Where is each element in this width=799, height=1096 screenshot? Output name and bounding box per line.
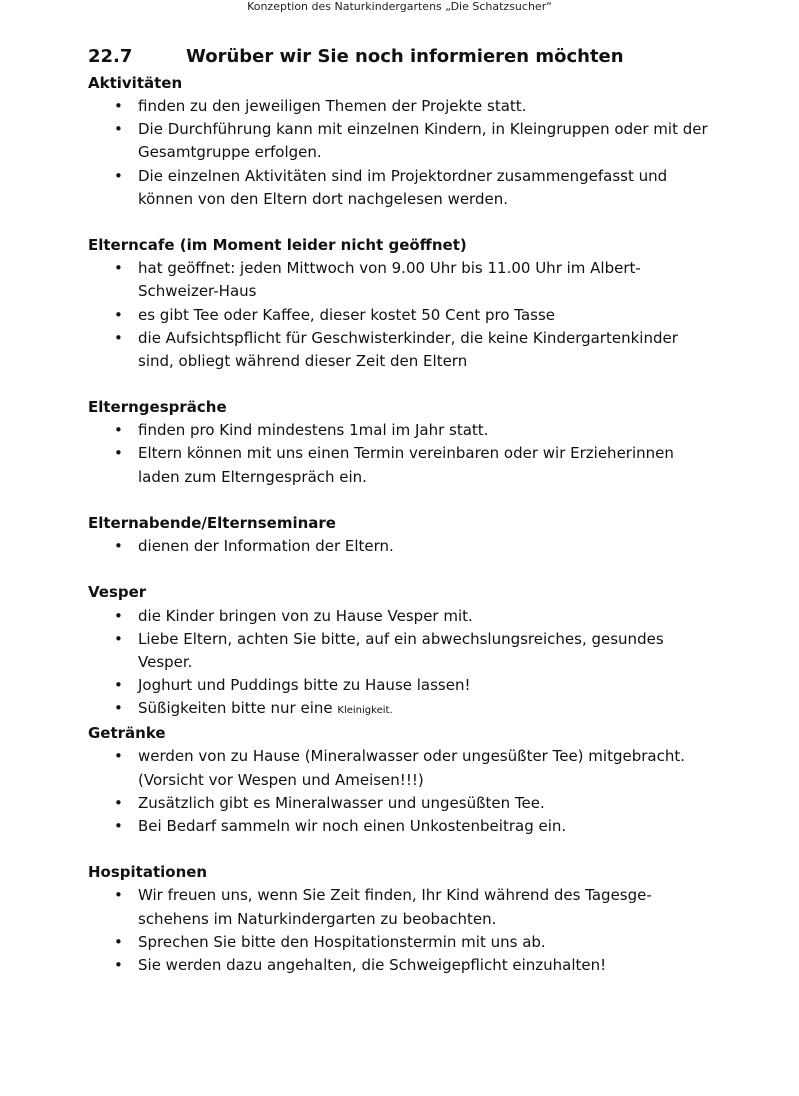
- item-line: [138, 535, 738, 558]
- item-line: [138, 188, 738, 211]
- bullet-icon: •: [114, 421, 123, 440]
- item-line: [138, 442, 738, 465]
- section-spacer: [88, 489, 738, 512]
- item-text: Süßigkeiten bitte nur eine: [138, 699, 338, 718]
- item-line: [138, 280, 738, 303]
- bullet-icon: •: [114, 629, 123, 648]
- item-text: werden von zu Hause (Mineralwasser oder ungesüßter Tee) mitgebracht.: [138, 747, 685, 766]
- item-text: sind, obliegt während dieser Zeit den Eltern: [138, 351, 468, 370]
- section-5: [88, 722, 738, 861]
- item-text: Bei Bedarf sammeln wir noch einen Unkostenbeitrag ein.: [138, 816, 567, 835]
- item-text: Sprechen Sie bitte den Hospitationstermin mit uns ab.: [138, 932, 546, 951]
- bullet-icon: •: [114, 747, 123, 766]
- section-heading: Hospitationen: [88, 863, 208, 882]
- bullet-icon: •: [114, 793, 123, 812]
- section-spacer: [88, 373, 738, 396]
- bullet-icon: •: [114, 259, 123, 278]
- item-line: [138, 884, 738, 907]
- section-spacer: [88, 211, 738, 234]
- list-item: [88, 118, 738, 164]
- list-item: [88, 745, 738, 791]
- list-item: [88, 792, 738, 815]
- bullet-icon: •: [114, 955, 123, 974]
- item-line: [138, 792, 738, 815]
- item-line: [138, 745, 738, 768]
- item-line: [138, 769, 738, 792]
- item-line: [138, 304, 738, 327]
- section-spacer: [88, 838, 738, 861]
- bullet-icon: •: [114, 606, 123, 625]
- item-line: [138, 257, 738, 280]
- section-heading: Vesper: [88, 583, 147, 602]
- section-title: [88, 46, 624, 67]
- list-item: [88, 605, 738, 628]
- item-text: Vesper.: [138, 652, 193, 671]
- item-text: (Vorsicht vor Wespen und Ameisen!!!): [138, 770, 424, 789]
- list-item: [88, 628, 738, 674]
- list-item: [88, 535, 738, 558]
- section-1: [88, 234, 738, 396]
- page-header: Konzeption des Naturkindergartens „Die Schatzsucher“: [247, 0, 552, 13]
- list-item: [88, 815, 738, 838]
- item-line: [138, 674, 738, 697]
- list-item: [88, 95, 738, 118]
- list-item: [88, 419, 738, 442]
- item-line: [138, 697, 738, 722]
- section-heading: Elternabende/Elternseminare: [88, 513, 336, 532]
- item-text: Sie werden dazu angehalten, die Schweigepflicht einzuhalten!: [138, 955, 607, 974]
- bullet-icon: •: [114, 305, 123, 324]
- bullet-icon: •: [114, 166, 123, 185]
- section-4: [88, 581, 738, 722]
- item-text: Joghurt und Puddings bitte zu Hause lassen!: [138, 676, 471, 694]
- item-text: Die Durchführung kann mit einzelnen Kindern, in Kleingruppen oder mit der: [138, 120, 708, 139]
- item-line: [138, 605, 738, 628]
- list-item: [88, 257, 738, 303]
- section-spacer: [88, 558, 738, 581]
- item-line: [138, 651, 738, 674]
- item-text: können von den Eltern dort nachgelesen werden.: [138, 189, 508, 208]
- item-text: Eltern können mit uns einen Termin vereinbaren oder wir Erzieherinnen: [138, 444, 674, 463]
- list-item: [88, 327, 738, 373]
- section-heading: Getränke: [88, 724, 166, 743]
- bullet-icon: •: [114, 816, 123, 835]
- item-line: [138, 118, 738, 141]
- bullet-icon: •: [114, 699, 123, 718]
- item-text: Liebe Eltern, achten Sie bitte, auf ein abwechslungsreiches, gesundes: [138, 629, 664, 648]
- item-line: [138, 327, 738, 350]
- item-text: Gesamtgruppe erfolgen.: [138, 143, 322, 162]
- item-line: [138, 931, 738, 954]
- item-text: Wir freuen uns, wenn Sie Zeit finden, Ihr Kind während des Tagesge-: [138, 886, 652, 905]
- item-line: [138, 141, 738, 164]
- bullet-icon: •: [114, 537, 123, 556]
- item-line: [138, 350, 738, 373]
- item-line: [138, 95, 738, 118]
- item-text: dienen der Information der Eltern.: [138, 537, 394, 556]
- item-text: laden zum Elterngespräch ein.: [138, 467, 367, 486]
- item-text: es gibt Tee oder Kaffee, dieser kostet 50 Cent pro Tasse: [138, 305, 556, 324]
- item-text: finden zu den jeweiligen Themen der Projekte statt.: [138, 97, 527, 116]
- item-text: Schweizer-Haus: [138, 282, 257, 301]
- item-text: Zusätzlich gibt es Mineralwasser und ungesüßten Tee.: [138, 793, 545, 812]
- list-item: [88, 931, 738, 954]
- item-text: hat geöffnet: jeden Mittwoch von 9.00 Uhr bis 11.00 Uhr im Albert-: [138, 259, 641, 278]
- item-line: [138, 954, 738, 977]
- section-6: [88, 861, 738, 977]
- item-line: [138, 419, 738, 442]
- item-text: die Kinder bringen von zu Hause Vesper mit.: [138, 606, 473, 625]
- bullet-icon: •: [114, 676, 123, 694]
- section-3: [88, 512, 738, 581]
- bullet-icon: •: [114, 97, 123, 116]
- item-text: Die einzelnen Aktivitäten sind im Projektordner zusammengefasst und: [138, 166, 668, 185]
- section-heading: Elterngespräche: [88, 398, 227, 417]
- section-number: 22.7: [88, 46, 133, 67]
- item-small-text: Kleinigkeit.: [337, 705, 393, 717]
- item-text: finden pro Kind mindestens 1mal im Jahr statt.: [138, 421, 489, 440]
- item-line: [138, 466, 738, 489]
- section-heading: Elterncafe (im Moment leider nicht geöffnet): [88, 236, 467, 255]
- item-text: die Aufsichtspflicht für Geschwisterkinder, die keine Kindergartenkinder: [138, 328, 678, 347]
- bullet-icon: •: [114, 328, 123, 347]
- bullet-icon: •: [114, 886, 123, 905]
- section-2: [88, 396, 738, 512]
- section-heading: Aktivitäten: [88, 74, 183, 92]
- list-item: [88, 884, 738, 930]
- bullet-icon: •: [114, 444, 123, 463]
- list-item: [88, 165, 738, 211]
- item-line: [138, 815, 738, 838]
- list-item: [88, 954, 738, 977]
- item-line: [138, 165, 738, 188]
- list-item: [88, 674, 738, 697]
- item-line: [138, 628, 738, 651]
- item-line: [138, 908, 738, 931]
- document-body: [88, 72, 738, 977]
- section-0: [88, 72, 738, 234]
- bullet-icon: •: [114, 120, 123, 139]
- list-item: [88, 304, 738, 327]
- bullet-icon: •: [114, 932, 123, 951]
- item-text: schehens im Naturkindergarten zu beobachten.: [138, 909, 497, 928]
- list-item: [88, 442, 738, 488]
- list-item: [88, 697, 738, 722]
- section-title-text: Worüber wir Sie noch informieren möchten: [186, 46, 624, 67]
